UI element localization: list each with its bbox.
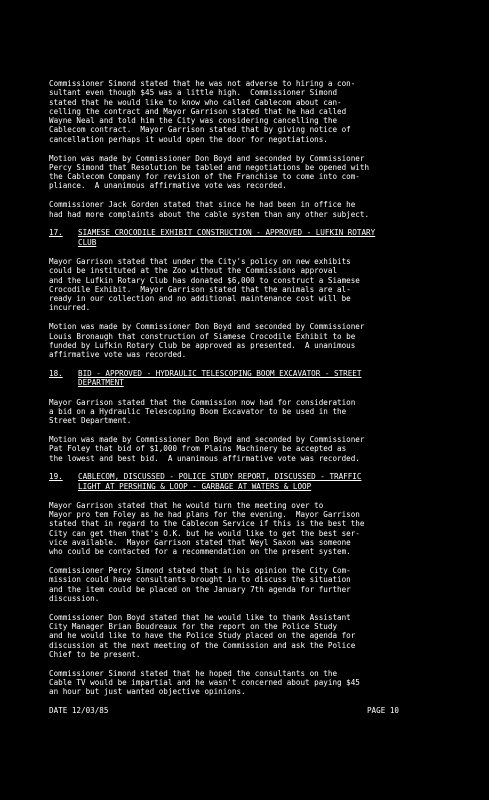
paragraph-motion-table-resolution: Motion was made by Commissioner Don Boyd and seconded by Commissioner Percy Simond that Resolution be tabled and negotiations be opened with the Cablecom Company for revision of the Franchise to come into com- pliance. A unanimous affirmative vote was recorded.: [49, 153, 370, 191]
paragraph-police-study: Commissioner Don Boyd stated that he would like to thank Assistant City Manager Brian Boudreaux for the report on the Police Study and he would like to have the Police Study placed on the agenda for discussion at the next meeting of the Commission and ask the Police Chief to be present.: [49, 612, 356, 660]
section-heading-19: [49, 472, 449, 491]
section-title: BID - APPROVED - HYDRAULIC TELESCOPING BOOM EXCAVATOR - STREET DEPARTMENT: [78, 368, 362, 388]
footer-date: DATE 12/03/85: [49, 706, 109, 716]
paragraph-consultants-discussion: Commissioner Percy Simond stated that in his opinion the City Com- mission could have consultants brought in to discuss the situation and the item could be placed on the January 7th agenda for further discussion.: [49, 566, 351, 604]
page-footer: [49, 706, 399, 715]
section-number: 17.: [49, 228, 63, 238]
section-number: 19.: [49, 472, 63, 482]
section-title: CABLECOM, DISCUSSED - POLICE STUDY REPORT, DISCUSSED - TRAFFIC LIGHT AT PERSHING & LOOP - GARBAGE AT WATERS & LOOP: [78, 472, 362, 491]
paragraph-crocodile-exhibit: Mayor Garrison stated that under the City's policy on new exhibits could be instituted at the Zoo without the Commissions approval and the Lufkin Rotary Club has donated $6,000 to construct a Siamese Crocodile Exhibit. Mayor Garrison stated that the animals are al- ready in our collection and no additional maintenance cost will be incurred.: [49, 256, 360, 313]
paragraph-motion-excavator: Motion was made by Commissioner Don Boyd and seconded by Commissioner Pat Foley that bid of $1,000 from Plains Machinery be accepted as the lowest and best bid. A unanimous affirmative vote was recorded.: [49, 434, 365, 463]
paragraph-meeting-handover: Mayor Garrison stated that he would turn the meeting over to Mayor pro tem Foley as he had plans for the evening. Mayor Garrison stated that in regard to the Cablecom Service if this is the best the City can get then that's O.K. but he would like to get the best ser- vice available. Mayor Garrison stated that Weyl Saxon was someone who could be contacted for a recommendation on the present system.: [49, 500, 365, 557]
paragraph-excavator-bid: Mayor Garrison stated that the Commission now had for consideration a bid on a Hydraulic Telescoping Boom Excavator to be used in the Street Department.: [49, 397, 356, 426]
section-heading-18: [49, 369, 449, 388]
footer-page-number: PAGE 10: [366, 706, 399, 716]
section-heading-17: [49, 228, 449, 247]
document-page: [49, 79, 449, 716]
paragraph-cablecom-consultant: Commissioner Simond stated that he was not adverse to hiring a con- sultant even though $45 was a little high. Commissioner Simond stated that he would like to know who called Cablecom about can- celling the contract and Mayor Garrison stated that he had called Wayne Neal and told him the City was considering cancelling the Cablecom contract. Mayor Garrison stated that by giving notice of cancellation perhaps it would open the door for negotiations.: [49, 79, 356, 144]
paragraph-cable-complaints: Commissioner Jack Gorden stated that since he had been in office he had had more complaints about the cable system than any other subject.: [49, 200, 370, 219]
section-title: SIAMESE CROCODILE EXHIBIT CONSTRUCTION - APPROVED - LUFKIN ROTARY CLUB: [78, 228, 376, 247]
section-number: 18.: [49, 368, 63, 378]
paragraph-impartial-consultants: Commissioner Simond stated that he hoped the consultants on the Cable TV would be impartial and he wasn't concerned about paying $45 an hour but just wanted objective opinions.: [49, 668, 360, 697]
paragraph-motion-crocodile: Motion was made by Commissioner Don Boyd and seconded by Commissioner Louis Bronaugh that construction of Siamese Crocodile Exhibit to be funded by Lufkin Rotary Club be approved as presented. A unanimous affirmative vote was recorded.: [49, 322, 365, 360]
